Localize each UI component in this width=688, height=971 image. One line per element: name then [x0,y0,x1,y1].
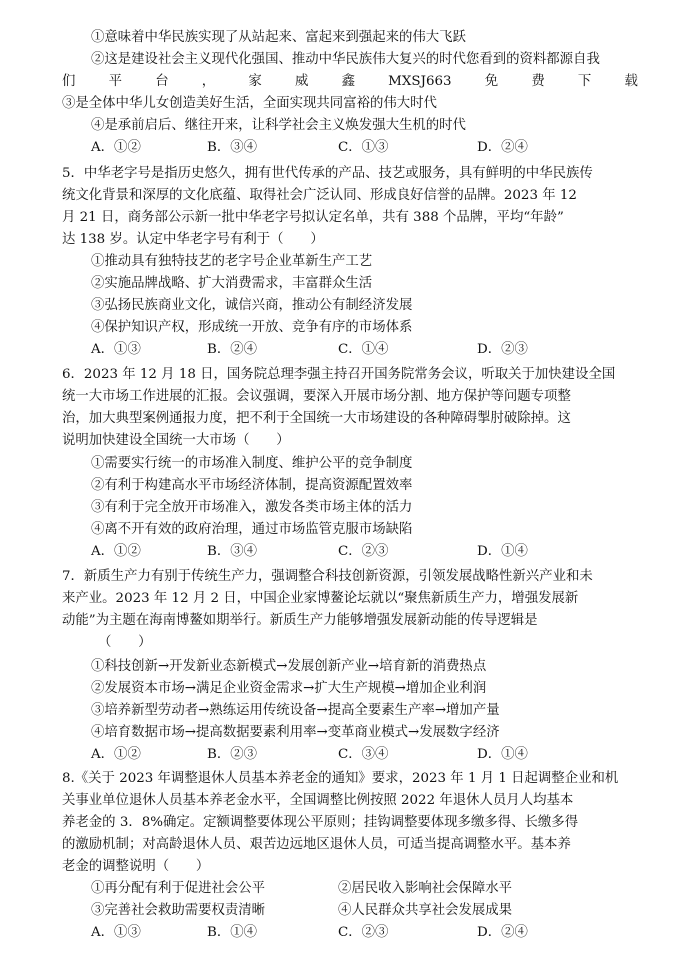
q6-option-c: C．②③ [338,544,389,559]
q7-option-c: C．③④ [338,747,389,762]
q8-line-5: 老金的调整说明（ ） [62,859,210,874]
item-1: ①意味着中华民族实现了从站起来、富起来到强起来的伟大飞跃 [91,30,466,45]
q5-line-4: 达 138 岁。认定中华老字号有利于（ ） [62,232,324,247]
q7-option-b: B．②③ [207,747,258,762]
q4-option-a: A．①② [91,140,141,155]
q6-option-d: D．①④ [477,544,528,559]
q8-option-c: C．②③ [338,925,389,940]
q5-line-2: 统文化背景和深厚的文化底蕴、取得社会广泛认同、形成良好信誉的品牌。2023 年 12 [62,188,577,203]
q5-line-3: 月 21 日，商务部公示新一批中华老字号拟认定名单，共有 388 个品牌，平均“年龄” [62,210,564,225]
q6-line-1: 6．2023 年 12 月 18 日，国务院总理李强主持召开国务院常务会议，听取关于加快建设全国 [62,367,616,382]
q4-option-c: C．①③ [338,140,389,155]
q6-item-3: ③有利于完全放开市场准入，激发各类市场主体的活力 [91,500,413,515]
q8-option-a: A．①③ [91,925,141,940]
q8-item-2: ②居民收入影响社会保障水平 [338,881,513,896]
q8-line-3: 养老金的 3．8%确定。定额调整要体现公平原则；挂钩调整要体现多缴多得、长缴多得 [62,815,579,830]
q5-item-3: ③弘扬民族商业文化，诚信兴商，推动公有制经济发展 [91,298,413,313]
q8-item-4: ④人民群众共享社会发展成果 [338,903,513,918]
q7-item-3: ③培养新型劳动者→熟练运用传统设备→提高全要素生产率→增加产量 [91,703,500,718]
q5-item-2: ②实施品牌战略、扩大消费需求，丰富群众生活 [91,276,373,291]
q7-item-4: ④培育数据市场→提高数据要素利用率→变革商业模式→发展数字经济 [91,725,500,740]
watermark-line [62,71,638,93]
q4-option-d: D．②④ [477,140,528,155]
q5-option-c: C．①④ [338,342,389,357]
wm-4: 家 [248,74,262,89]
q5-options [91,339,651,361]
q5-item-1: ①推动具有独特技艺的老字号企业革新生产工艺 [91,254,373,269]
q8-line-1: 8.《关于 2023 年调整退休人员基本养老金的通知》要求，2023 年 1 月 1 日起调整企业和机 [62,771,619,786]
q4-options [91,137,651,159]
q6-item-2: ②有利于构建高水平市场经济体制，提高资源配置效率 [91,478,413,493]
q5-option-d: D．②③ [477,342,528,357]
wm-11: 载 [624,74,638,89]
wm-0: 们 [62,74,76,89]
q7-option-d: D．①④ [477,747,528,762]
wm-3: ， [201,74,216,89]
q6-line-3: 治，加大典型案例通报力度，把不利于全国统一大市场建设的各种障碍掣肘破除掉。这 [62,411,571,426]
q7-item-2: ②发展资本市场→满足企业资金需求→扩大生产规模→增加企业利润 [91,681,487,696]
q6-line-4: 说明加快建设全国统一大市场（ ） [62,433,290,448]
wm-2: 台 [155,74,169,89]
q8-items-row-2 [91,900,651,922]
q8-option-b: B．①④ [207,925,258,940]
wm-5: 威 [294,74,309,89]
q6-options [91,541,651,563]
q8-option-d: D．②④ [477,925,528,940]
q6-item-1: ①需要实行统一的市场准入制度、维护公平的竞争制度 [91,456,413,471]
q7-item-1: ①科技创新→开发新业态新模式→发展创新产业→培育新的消费热点 [91,659,487,674]
wm-9: 费 [531,74,545,89]
q7-line-3: 动能”为主题在海南博鳌如期举行。新质生产力能够增强发展新动能的传导逻辑是 [62,613,538,628]
q8-items-row-1 [91,878,651,900]
item-3: ③是全体中华儿女创造美好生活，全面实现共同富裕的伟大时代 [62,96,437,111]
wm-6: 鑫 [341,74,355,89]
q6-item-4: ④离不开有效的政府治理，通过市场监管克服市场缺陷 [91,522,413,537]
wm-10: 下 [577,74,592,89]
item-4: ④是承前启后、继往开来，让科学社会主义焕发强大生机的时代 [91,118,466,133]
q5-line-1: 5．中华老字号是指历史悠久，拥有世代传承的产品、技艺或服务，具有鲜明的中华民族传 [62,166,593,181]
item-2: ②这是建设社会主义现代化强国、推动中华民族伟大复兴的时代您看到的资料都源自我 [91,52,600,67]
q8-line-4: 的激励机制；对高龄退休人员、艰苦边远地区退休人员，可适当提高调整水平。基本养 [62,837,571,852]
q7-line-4: （ ） [98,635,152,650]
q7-line-2: 来产业。2023 年 12 月 2 日，中国企业家博鳌论坛就以“聚焦新质生产力，增强发展新 [62,591,579,606]
q8-item-3: ③完善社会救助需要权责清晰 [91,903,266,918]
q6-option-a: A．①② [91,544,141,559]
q7-options [91,744,651,766]
q6-option-b: B．③④ [207,544,258,559]
q5-option-b: B．②④ [207,342,258,357]
wm-7: MXSJ663 [388,74,452,89]
q8-line-2: 关事业单位退休人员基本养老金水平，全国调整比例按照 2022 年退休人员月人均基本 [62,793,574,808]
wm-1: 平 [108,74,122,89]
q5-option-a: A．①③ [91,342,141,357]
q8-options [91,922,651,944]
q8-item-1: ①再分配有利于促进社会公平 [91,881,266,896]
q4-option-b: B．③④ [207,140,258,155]
wm-8: 免 [484,74,499,89]
q5-item-4: ④保护知识产权，形成统一开放、竞争有序的市场体系 [91,320,413,335]
q7-line-1: 7．新质生产力有别于传统生产力，强调整合科技创新资源，引领发展战略性新兴产业和未 [62,569,593,584]
q6-line-2: 统一大市场工作进展的汇报。会议强调，要深入开展市场分割、地方保护等问题专项整 [62,389,571,404]
q7-option-a: A．①② [91,747,141,762]
